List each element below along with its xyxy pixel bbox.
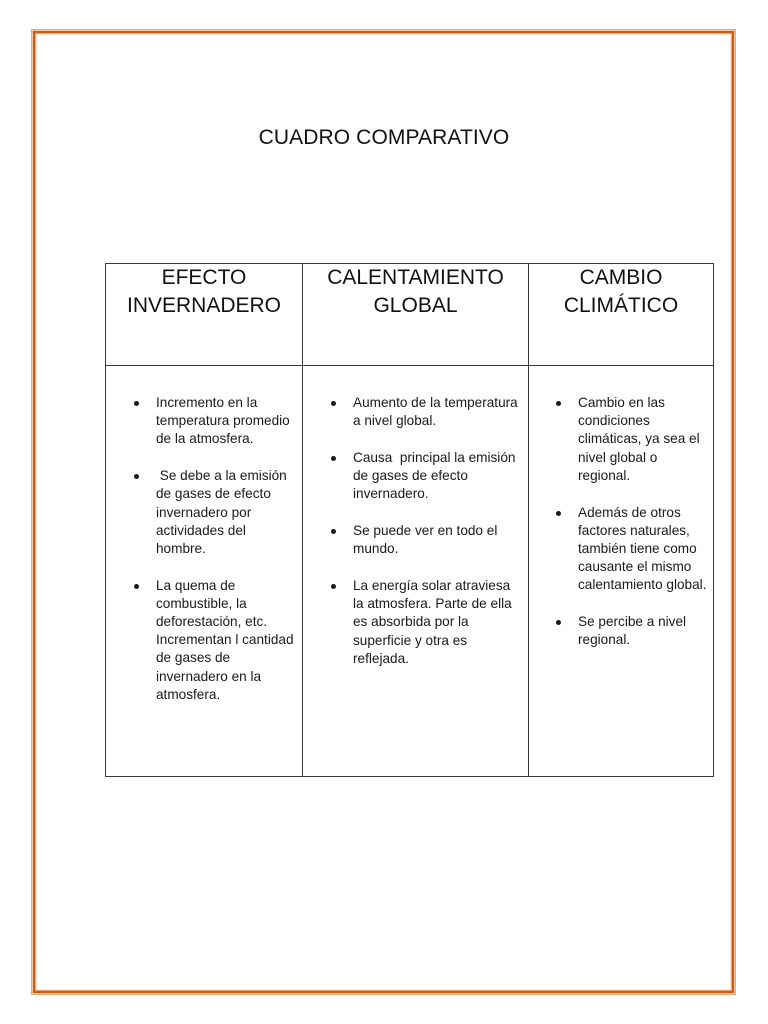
bullet-icon bbox=[331, 456, 336, 461]
bullet-icon bbox=[331, 529, 336, 534]
list-item bbox=[156, 467, 298, 558]
header-line: INVERNADERO bbox=[126, 294, 282, 317]
list-item bbox=[353, 394, 524, 430]
list-item-text: Incremento en la temperatura promedio de la atmosfera. bbox=[156, 395, 290, 447]
header-cambio-climatico bbox=[529, 264, 714, 366]
list-item-text: Aumento de la temperatura a nivel global. bbox=[353, 395, 518, 429]
list-item-text: La energía solar atraviesa la atmosfera. Parte de ella es absorbida por la superficie y otra es reflejada. bbox=[353, 577, 512, 666]
list-item bbox=[156, 577, 298, 704]
bullet-icon bbox=[331, 584, 336, 589]
list-item bbox=[353, 577, 524, 668]
header-line: CAMBIO bbox=[579, 266, 663, 289]
header-line: CLIMÁTICO bbox=[563, 294, 679, 317]
list-item bbox=[578, 504, 711, 595]
header-line: CALENTAMIENTO bbox=[327, 266, 504, 289]
bullet-icon bbox=[331, 401, 336, 406]
list-item-text: Se debe a la emisión de gases de efecto invernadero por actividades del hombre. bbox=[156, 468, 291, 556]
list-item bbox=[353, 449, 524, 504]
header-line: EFECTO bbox=[161, 266, 247, 289]
bullet-icon bbox=[556, 620, 561, 625]
list-item-text: Causa principal la emisión de gases de efecto invernadero. bbox=[353, 449, 520, 502]
bullet-list bbox=[106, 366, 302, 704]
comparison-table bbox=[105, 263, 714, 777]
list-item bbox=[156, 394, 298, 449]
list-item-text: Cambio en las condiciones climáticas, ya sea el nivel global o regional. bbox=[578, 395, 700, 483]
list-item-text: Además de otros factores naturales, también tiene como causante el mismo calentamiento global. bbox=[578, 504, 707, 593]
list-item bbox=[353, 522, 524, 558]
bullet-list bbox=[303, 366, 528, 668]
cell-calentamiento-global bbox=[303, 366, 529, 777]
document-title: CUADRO COMPARATIVO bbox=[258, 126, 510, 149]
bullet-icon bbox=[134, 584, 139, 589]
list-item-text: La quema de combustible, la deforestación, etc. Incrementan l cantidad de gases de invernadero en la atmosfera. bbox=[156, 577, 294, 702]
header-calentamiento-global bbox=[303, 264, 529, 366]
table-body-row bbox=[106, 366, 714, 777]
list-item bbox=[578, 394, 711, 485]
bullet-list bbox=[529, 366, 713, 649]
bullet-icon bbox=[134, 474, 139, 479]
bullet-icon bbox=[556, 511, 561, 516]
bullet-icon bbox=[134, 401, 139, 406]
table-header-row bbox=[106, 264, 714, 366]
list-item bbox=[578, 613, 711, 649]
cell-cambio-climatico bbox=[529, 366, 714, 777]
list-item-text: Se puede ver en todo el mundo. bbox=[353, 523, 498, 557]
header-efecto-invernadero bbox=[106, 264, 303, 366]
bullet-icon bbox=[556, 401, 561, 406]
list-item-text: Se percibe a nivel regional. bbox=[578, 614, 687, 648]
header-line: GLOBAL bbox=[373, 294, 458, 317]
cell-efecto-invernadero bbox=[106, 366, 303, 777]
